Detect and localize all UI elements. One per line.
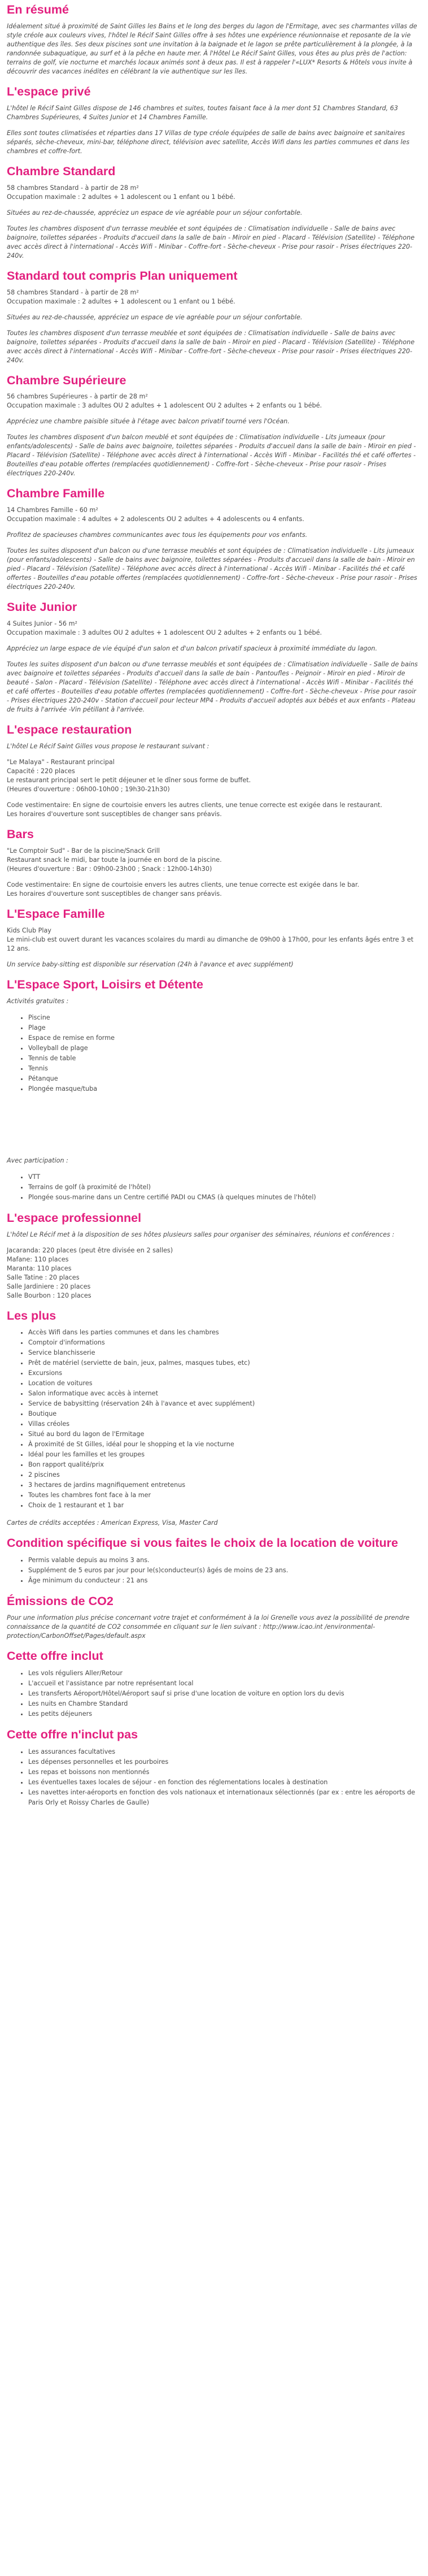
heading-co2: Émissions de CO2 bbox=[7, 1594, 113, 1608]
heading-chambre-standard: Chambre Standard bbox=[7, 164, 116, 178]
chambre-superieure-occupancy: Occupation maximale : 3 adultes OU 2 adultes + 1 adolescent OU 2 adultes + 2 enfants ou 1 bébé. bbox=[7, 402, 322, 410]
list-item: • Excursions bbox=[28, 1368, 420, 1378]
list-item: • Choix de 1 restaurant et 1 bar bbox=[28, 1501, 420, 1511]
credit-cards-text: Cartes de crédits acceptées : American Express, Visa, Master Card bbox=[7, 1519, 218, 1527]
list-item: • Espace de remise en forme bbox=[28, 1033, 420, 1043]
list-item: • Villas créoles bbox=[28, 1419, 420, 1429]
restaurant-capacity: Capacité : 220 places bbox=[7, 767, 75, 775]
meeting-room: Salle Tatine : 20 places bbox=[7, 1273, 80, 1281]
chambre-standard-size: 58 chambres Standard - à partir de 28 m² bbox=[7, 184, 139, 192]
heading-location-voiture: Condition spécifique si vous faites le choix de la location de voiture bbox=[7, 1536, 398, 1550]
meeting-room: Mafane: 110 places bbox=[7, 1255, 69, 1263]
chambre-superieure-size: 56 chambres Supérieures - à partir de 28 m² bbox=[7, 393, 148, 401]
chambre-famille-text-2: Toutes les suites disposent d'un balcon ou d'une terrasse meublés et sont équipées de : Climatisation individuelle - Lits jumeaux (pour enfants/adolescents) - Salle de bains avec baignoire, toilettes séparées - Produits d'accueil dans la salle de bain - Miroir en pied - Placard - Télévision (Satellite) - Téléphone avec accès direct à l'international - Accès Wifi - Minibar - Facilités thé et café offertes - Bouteilles d'eau potable offertes (remplacées quotidiennement) - Coffre-fort - Sèche-cheveux - Prise pour rasoir - Prises électriques 220-240v. bbox=[7, 547, 417, 591]
heading-offre-ninclut-pas: Cette offre n'inclut pas bbox=[7, 1728, 138, 1741]
list-item: • Prêt de matériel (serviette de bain, jeux, palmes, masques tubes, etc) bbox=[28, 1358, 420, 1368]
heading-chambre-superieure: Chambre Supérieure bbox=[7, 373, 126, 387]
famille-details bbox=[7, 926, 420, 953]
restauration-details bbox=[7, 758, 420, 794]
heading-standard-plan: Standard tout compris Plan uniquement bbox=[7, 268, 238, 283]
bars-dress-code bbox=[7, 881, 420, 899]
restaurant-hours: (Heures d'ouverture : 06h00-10h00 ; 19h30-21h30) bbox=[7, 786, 170, 793]
bars-hours-note: Les horaires d'ouverture sont susceptibles de changer sans préavis. bbox=[7, 890, 222, 897]
heading-chambre-famille: Chambre Famille bbox=[7, 487, 105, 501]
list-item: • Les transferts Aéroport/Hôtel/Aéroport sauf si prise d'une location de voiture en option lors du devis bbox=[28, 1689, 420, 1699]
kids-club-name: Kids Club Play bbox=[7, 926, 51, 934]
suite-junior-text-1: Appréciez un large espace de vie équipé d'un salon et d'un balcon privatif spacieux à proximité immédiate du lagon. bbox=[7, 645, 378, 653]
list-item: • À proximité de St Gilles, idéal pour le shopping et la vie nocturne bbox=[28, 1439, 420, 1450]
heading-offre-inclut: Cette offre inclut bbox=[7, 1649, 103, 1663]
chambre-standard-specs bbox=[7, 184, 420, 202]
chambre-standard-text-2: Toutes les chambres disposent d'un terrasse meublée et sont équipées de : Climatisation individuelle - Salle de bains avec baignoire, toilettes séparées - Produits d'accueil dans la salle de bain - Miroir en pied - Placard - Télévision (Satellite) - Téléphone avec accès direct à l'international - Accès Wifi - Minibar - Coffre-fort - Sèche-cheveux - Prise pour rasoir - Prises électriques 220-240v. bbox=[7, 224, 415, 259]
offre-inclut-list bbox=[7, 1668, 420, 1719]
restaurant-service: Le restaurant principal sert le petit déjeuner et le dîner sous forme de buffet. bbox=[7, 777, 251, 784]
list-item: • Bon rapport qualité/prix bbox=[28, 1460, 420, 1470]
bar-hours: (Heures d'ouverture : Bar : 09h00-23h00 ; Snack : 12h00-14h30) bbox=[7, 865, 212, 873]
list-item: • Les éventuelles taxes locales de séjour - en fonction des réglementations locales à destination bbox=[28, 1777, 420, 1788]
list-item: • Pétanque bbox=[28, 1074, 420, 1084]
chambre-standard-occupancy: Occupation maximale : 2 adultes + 1 adolescent ou 1 enfant ou 1 bébé. bbox=[7, 193, 235, 201]
list-item: • Tennis de table bbox=[28, 1053, 420, 1064]
list-item: • Les assurances facultatives bbox=[28, 1747, 420, 1757]
list-item: • Idéal pour les familles et les groupes bbox=[28, 1450, 420, 1460]
list-item: • Location de voitures bbox=[28, 1378, 420, 1389]
free-activities-list bbox=[7, 1013, 420, 1094]
standard-plan-text-1: Situées au rez-de-chaussée, appréciez un espace de vie agréable pour un séjour confortable. bbox=[7, 313, 303, 321]
list-item: • Tennis bbox=[28, 1064, 420, 1074]
heading-espace-prive: L'espace privé bbox=[7, 84, 91, 98]
restauration-intro: L'hôtel Le Récif Saint Gilles vous propose le restaurant suivant : bbox=[7, 743, 209, 750]
free-activities-label: Activités gratuites : bbox=[7, 997, 69, 1005]
list-item: • Volleyball de plage bbox=[28, 1043, 420, 1053]
paid-activities-label: Avec participation : bbox=[7, 1156, 68, 1164]
restauration-hours-note: Les horaires d'ouverture sont susceptibles de changer sans préavis. bbox=[7, 810, 222, 818]
list-item: • Salon informatique avec accès à internet bbox=[28, 1389, 420, 1399]
list-item: • Situé au bord du lagon de l'Ermitage bbox=[28, 1429, 420, 1439]
chambre-superieure-text-2: Toutes les chambres disposent d'un balcon meublé et sont équipées de : Climatisation individuelle - Lits jumeaux (pour enfants/adolescents) - Salle de bains avec baignoire, toilettes séparées - Produits d'accueil dans la salle de bain - Miroir en pied - Placard - Télévision (Satellite) - Téléphone avec accès direct à l'international - Accès Wifi - Minibar - Facilités thé et café offertes - Bouteilles d'eau potable offertes (remplacées quotidiennement) - Coffre-fort - Sèche-cheveux - Prise pour rasoir - Prises électriques 220-240v. bbox=[7, 433, 416, 478]
chambre-superieure-text-1: Appréciez une chambre paisible située à l'étage avec balcon privatif tourné vers l'Océan. bbox=[7, 418, 290, 426]
chambre-famille-size: 14 Chambres Famille - 60 m² bbox=[7, 506, 98, 514]
list-item: • Accès Wifi dans les parties communes et dans les chambres bbox=[28, 1328, 420, 1338]
meeting-room: Jacaranda: 220 places (peut être divisée en 2 salles) bbox=[7, 1246, 173, 1254]
standard-plan-text-2: Toutes les chambres disposent d'un terrasse meublée et sont équipées de : Climatisation individuelle - Salle de bains avec baignoire, toilettes séparées - Produits d'accueil dans la salle de bain - Miroir en pied - Placard - Télévision (Satellite) - Téléphone avec accès direct à l'international - Accès Wifi - Minibar - Coffre-fort - Sèche-cheveux - Prise pour rasoir - Prises électriques 220-240v. bbox=[7, 329, 415, 364]
restauration-code-text: Code vestimentaire: En signe de courtoisie envers les autres clients, une tenue correcte est exigée dans le restaurant. bbox=[7, 801, 382, 809]
heading-bars: Bars bbox=[7, 827, 34, 841]
meeting-rooms bbox=[7, 1246, 420, 1300]
blank-spacer bbox=[7, 1102, 420, 1156]
suite-junior-text-2: Toutes les suites disposent d'un balcon ou d'une terrasse meublés et sont équipées de : Climatisation individuelle - Salle de bains avec baignoire et toilettes séparées - Produits d'accueil dans la salle de bain - Pantoufles - Peignoir - Miroir en pied - Miroir de beauté - Salon - Placard - Télévision (Satellite) - Téléphone avec accès direct à l'international - Accès Wifi - Minibar - Facilités thé et café offertes - Bouteilles d'eau potable offertes (remplacées quotidiennement) - Coffre-fort - Sèche-cheveux - Prise pour rasoir - Prises électriques 220-240v - Station d'accueil pour lecteur MP4 - Produits d'accueil adoptés aux bébés et aux enfants - Plateau de fruits à l'arrivée -Vin pétillant à l'arrivée. bbox=[7, 661, 418, 714]
heading-professionnel: L'espace professionnel bbox=[7, 1211, 142, 1225]
kids-club-hours: Le mini-club est ouvert durant les vacances scolaires du mardi au dimanche de 09h00 à 17h00, pour les enfants âgés entre 3 et 12 ans. bbox=[7, 935, 414, 952]
heading-resume: En résumé bbox=[7, 3, 69, 16]
suite-junior-specs bbox=[7, 619, 420, 638]
heading-suite-junior: Suite Junior bbox=[7, 600, 77, 614]
list-item: • Supplément de 5 euros par jour pour le(s)conducteur(s) âgés de moins de 23 ans. bbox=[28, 1565, 420, 1576]
list-item: • Terrains de golf (à proximité de l'hôtel) bbox=[28, 1182, 420, 1192]
standard-plan-occupancy: Occupation maximale : 2 adultes + 1 adolescent ou 1 enfant ou 1 bébé. bbox=[7, 297, 235, 305]
list-item: • Service de babysitting (réservation 24h à l'avance et avec supplément) bbox=[28, 1399, 420, 1409]
offre-ninclut-pas-list bbox=[7, 1747, 420, 1808]
list-item: • Permis valable depuis au moins 3 ans. bbox=[28, 1555, 420, 1565]
espace-prive-text-1: L'hôtel le Récif Saint Gilles dispose de 146 chambres et suites, toutes faisant face à la mer dont 51 Chambres Standard, 63 Chambres Supérieures, 4 Suites Junior et 14 Chambres Famille. bbox=[7, 104, 398, 121]
list-item: • L'accueil et l'assistance par notre représentant local bbox=[28, 1679, 420, 1689]
meeting-room: Salle Jardiniere : 20 places bbox=[7, 1282, 91, 1290]
restaurant-name: "Le Malaya" - Restaurant principal bbox=[7, 758, 115, 766]
list-item: • Les repas et boissons non mentionnés bbox=[28, 1767, 420, 1777]
list-item: • Les vols réguliers Aller/Retour bbox=[28, 1668, 420, 1679]
list-item: • Piscine bbox=[28, 1013, 420, 1023]
standard-plan-specs bbox=[7, 288, 420, 306]
heading-les-plus: Les plus bbox=[7, 1308, 56, 1322]
bars-code-text: Code vestimentaire: En signe de courtoisie envers les autres clients, une tenue correcte est exigée dans le bar. bbox=[7, 881, 360, 888]
chambre-superieure-specs bbox=[7, 392, 420, 410]
list-item: • Les petits déjeuners bbox=[28, 1709, 420, 1719]
restauration-dress-code bbox=[7, 801, 420, 819]
chambre-standard-text-1: Situées au rez-de-chaussée, appréciez un espace de vie agréable pour un séjour confortable. bbox=[7, 209, 303, 216]
list-item: • Les dépenses personnelles et les pourboires bbox=[28, 1757, 420, 1767]
location-conditions-list bbox=[7, 1555, 420, 1586]
meeting-room: Salle Bourbon : 120 places bbox=[7, 1291, 91, 1299]
list-item: • Plage bbox=[28, 1023, 420, 1033]
co2-text: Pour une information plus précise concernant votre trajet et conformément à la loi Grenelle vous avez la possibilité de prendre connaissance de la quantité de CO2 consommée en cliquant sur le lien suivant : http://www.icao.int /environmental-protection/CarbonOffset/Pages/default.aspx bbox=[7, 1614, 410, 1640]
list-item: • Plongée sous-marine dans un Centre certifié PADI ou CMAS (à quelques minutes de l'hôtel) bbox=[28, 1192, 420, 1203]
chambre-famille-text-1: Profitez de spacieuses chambres communicantes avec tous les équipements pour vos enfants. bbox=[7, 531, 308, 539]
les-plus-list bbox=[7, 1328, 420, 1511]
bar-name: "Le Comptoir Sud" - Bar de la piscine/Snack Grill bbox=[7, 847, 160, 855]
list-item: • Les navettes inter-aéroports en fonction des vols nationaux et internationaux sélectionnés (par ex : entre les aéroports de Paris Orly et Roissy Charles de Gaulle) bbox=[28, 1788, 420, 1808]
standard-plan-size: 58 chambres Standard - à partir de 28 m² bbox=[7, 288, 139, 296]
bars-details bbox=[7, 847, 420, 874]
suite-junior-size: 4 Suites Junior - 56 m² bbox=[7, 620, 77, 628]
list-item: • Comptoir d'informations bbox=[28, 1338, 420, 1348]
meeting-room: Maranta: 110 places bbox=[7, 1264, 72, 1272]
resume-text: Idéalement situé à proximité de Saint Gilles les Bains et le long des berges du lagon de l'Ermitage, avec ses charmantes villas de style créole aux couleurs vives, l'hôtel le Récif Saint Gilles offre à ses hôtes une expérience réunionnaise et reposante de la vie authentique des îles. Ses deux piscines sont une invitation à la baignade et le lagon se prête particulièrement à la plongée, à la randonnée subaquatique, au surf et à la pêche en haute mer. À l'Hôtel Le Récif Saint Gilles, vous êtes au plus près de l'action: terrains de golf, vie nocturne et marchés locaux animés sont à deux pas. Il est à rappeler l'«LUX* Resorts & Hôtels vous invite à découvrir des vacances inédites en célébrant la vie authentique sur les îles. bbox=[7, 22, 417, 75]
espace-prive-text-2: Elles sont toutes climatisées et réparties dans 17 Villas de type créole équipées de salle de bains avec baignoire et sanitaires séparés, sèche-cheveux, mini-bar, téléphone direct, télévision avec satellite, Accès Wifi dans les parties communes et dans les chambres et coffre-fort. bbox=[7, 129, 410, 155]
suite-junior-occupancy: Occupation maximale : 3 adultes OU 2 adultes + 1 adolescent OU 2 adultes + 2 enfants ou 1 bébé. bbox=[7, 629, 322, 637]
list-item: • Les nuits en Chambre Standard bbox=[28, 1699, 420, 1709]
list-item: • VTT bbox=[28, 1172, 420, 1182]
list-item: • Service blanchisserie bbox=[28, 1348, 420, 1358]
list-item: • Toutes les chambres font face à la mer bbox=[28, 1490, 420, 1501]
list-item: • Âge minimum du conducteur : 21 ans bbox=[28, 1576, 420, 1586]
list-item: • Plongée masque/tuba bbox=[28, 1084, 420, 1094]
list-item: • Boutique bbox=[28, 1409, 420, 1419]
chambre-famille-occupancy: Occupation maximale : 4 adultes + 2 adolescents OU 2 adultes + 4 adolescents ou 4 enfants. bbox=[7, 515, 304, 523]
list-item: • 3 hectares de jardins magnifiquement entretenus bbox=[28, 1480, 420, 1490]
heading-espace-famille: L'Espace Famille bbox=[7, 907, 105, 921]
professionnel-intro: L'hôtel Le Récif met à la disposition de ses hôtes plusieurs salles pour organiser des séminaires, réunions et conférences : bbox=[7, 1230, 395, 1238]
bar-description: Restaurant snack le midi, bar toute la journée en bord de la piscine. bbox=[7, 856, 222, 864]
babysitting-text: Un service baby-sitting est disponible sur réservation (24h à l'avance et avec supplément) bbox=[7, 960, 294, 968]
paid-activities-list bbox=[7, 1172, 420, 1203]
chambre-famille-specs bbox=[7, 506, 420, 524]
list-item: • 2 piscines bbox=[28, 1470, 420, 1480]
heading-sport-loisirs: L'Espace Sport, Loisirs et Détente bbox=[7, 977, 204, 991]
heading-restauration: L'espace restauration bbox=[7, 723, 132, 737]
